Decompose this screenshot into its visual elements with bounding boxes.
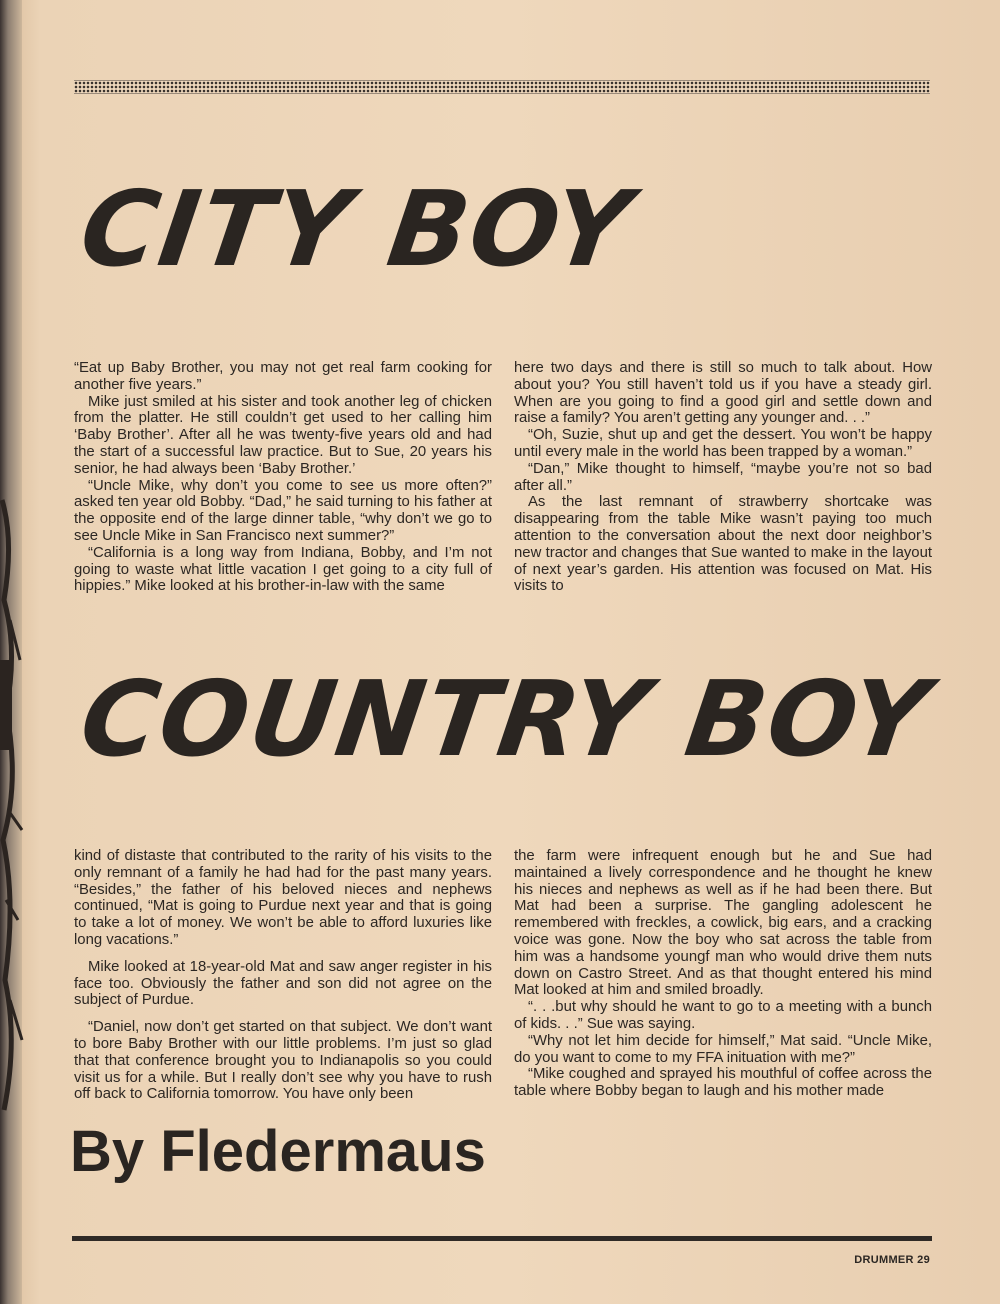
facing-page-illustration <box>0 480 24 1120</box>
text-column-4 <box>514 848 932 1100</box>
paragraph: “Daniel, now don’t get started on that subject. We don’t want to bore Baby Brother with our little problems. I’m just so glad that that conference brought you to Indianapolis so you could visit us for a while. But I really don’t see why you have to rush off back to California tomorrow. You have only been <box>74 1019 492 1103</box>
paragraph: “Dan,” Mike thought to himself, “maybe you’re not so bad after all.” <box>514 460 932 494</box>
headline-country-boy: COUNTRY BOY <box>73 658 938 780</box>
headline-city-boy: CITY BOY <box>73 168 640 290</box>
author-byline: By Fledermaus <box>70 1119 486 1184</box>
paragraph: “Oh, Suzie, shut up and get the dessert. You won’t be happy until every male in the world has been trapped by a woman.” <box>514 427 932 460</box>
paragraph: Mike just smiled at his sister and took another leg of chicken from the platter. He still couldn’t get used to her calling him ‘Baby Brother’. After all he was twenty-five years old and had the start of a successful law practice. But to Sue, 20 years his senior, he had always been ‘Baby Brother.’ <box>74 393 492 477</box>
paragraph: the farm were infrequent enough but he and Sue had maintained a lively correspondence and he thought he knew his nieces and nephews as well as if he had been there. But Mat had been a surprise. The gangling adolescent he remembered with freckles, a cowlick, big ears, and a cracking voice was gone. Now the boy who sat across the table from him was a handsome youngf man who would drive them nuts down on Castro Street. And as that thought entered his mind Mat looked at him and smiled broadly. <box>514 848 932 999</box>
paragraph: here two days and there is still so much to talk about. How about you? You still haven’t told us if you have a steady girl. When are you going to find a good girl and settle down and raise a family? You aren’t getting any younger and. . .” <box>514 360 932 427</box>
paragraph: “Why not let him decide for himself,” Mat said. “Uncle Mike, do you want to come to my FFA inituation with me?” <box>514 1032 932 1066</box>
paragraph: “Eat up Baby Brother, you may not get real farm cooking for another five years.” <box>74 360 492 393</box>
text-column-1 <box>74 360 492 595</box>
page-footer: DRUMMER 29 <box>854 1254 930 1266</box>
paragraph: As the last remnant of strawberry shortcake was disappearing from the table Mike wasn’t paying too much attention to the conversation about the next door neighbor’s new tractor and changes that Sue wanted to make in the layout of next year’s garden. His attention was focused on Mat. His visits to <box>514 494 932 595</box>
text-column-2 <box>514 360 932 595</box>
paragraph: Mike looked at 18-year-old Mat and saw anger register in his face too. Obviously the father and son did not agree on the subject of Purdue. <box>74 958 492 1009</box>
paragraph: “Mike coughed and sprayed his mouthful of coffee across the table where Bobby began to laugh and his mother made <box>514 1066 932 1100</box>
paragraph: “California is a long way from Indiana, Bobby, and I’m not going to waste what little vacation I get going to a city full of hippies.” Mike looked at his brother-in-law with the same <box>74 544 492 595</box>
dotted-divider <box>74 80 930 94</box>
bottom-divider <box>72 1236 932 1241</box>
paragraph: “. . .but why should he want to go to a meeting with a bunch of kids. . .” Sue was saying. <box>514 999 932 1032</box>
paragraph: “Uncle Mike, why don’t you come to see us more often?” asked ten year old Bobby. “Dad,” he said turning to his father at the opposite end of the large dinner table, “why don’t we go to see Uncle Mike in San Francisco next summer?” <box>74 477 492 544</box>
text-column-3 <box>74 848 492 1103</box>
paragraph: kind of distaste that contributed to the rarity of his visits to the only remnant of a family he had had for the past many years. “Besides,” the father of his beloved nieces and nephews continued, “Mat is going to Purdue next year and that is going to take a lot of money. We won’t be able to afford luxuries like long vacations.” <box>74 848 492 948</box>
